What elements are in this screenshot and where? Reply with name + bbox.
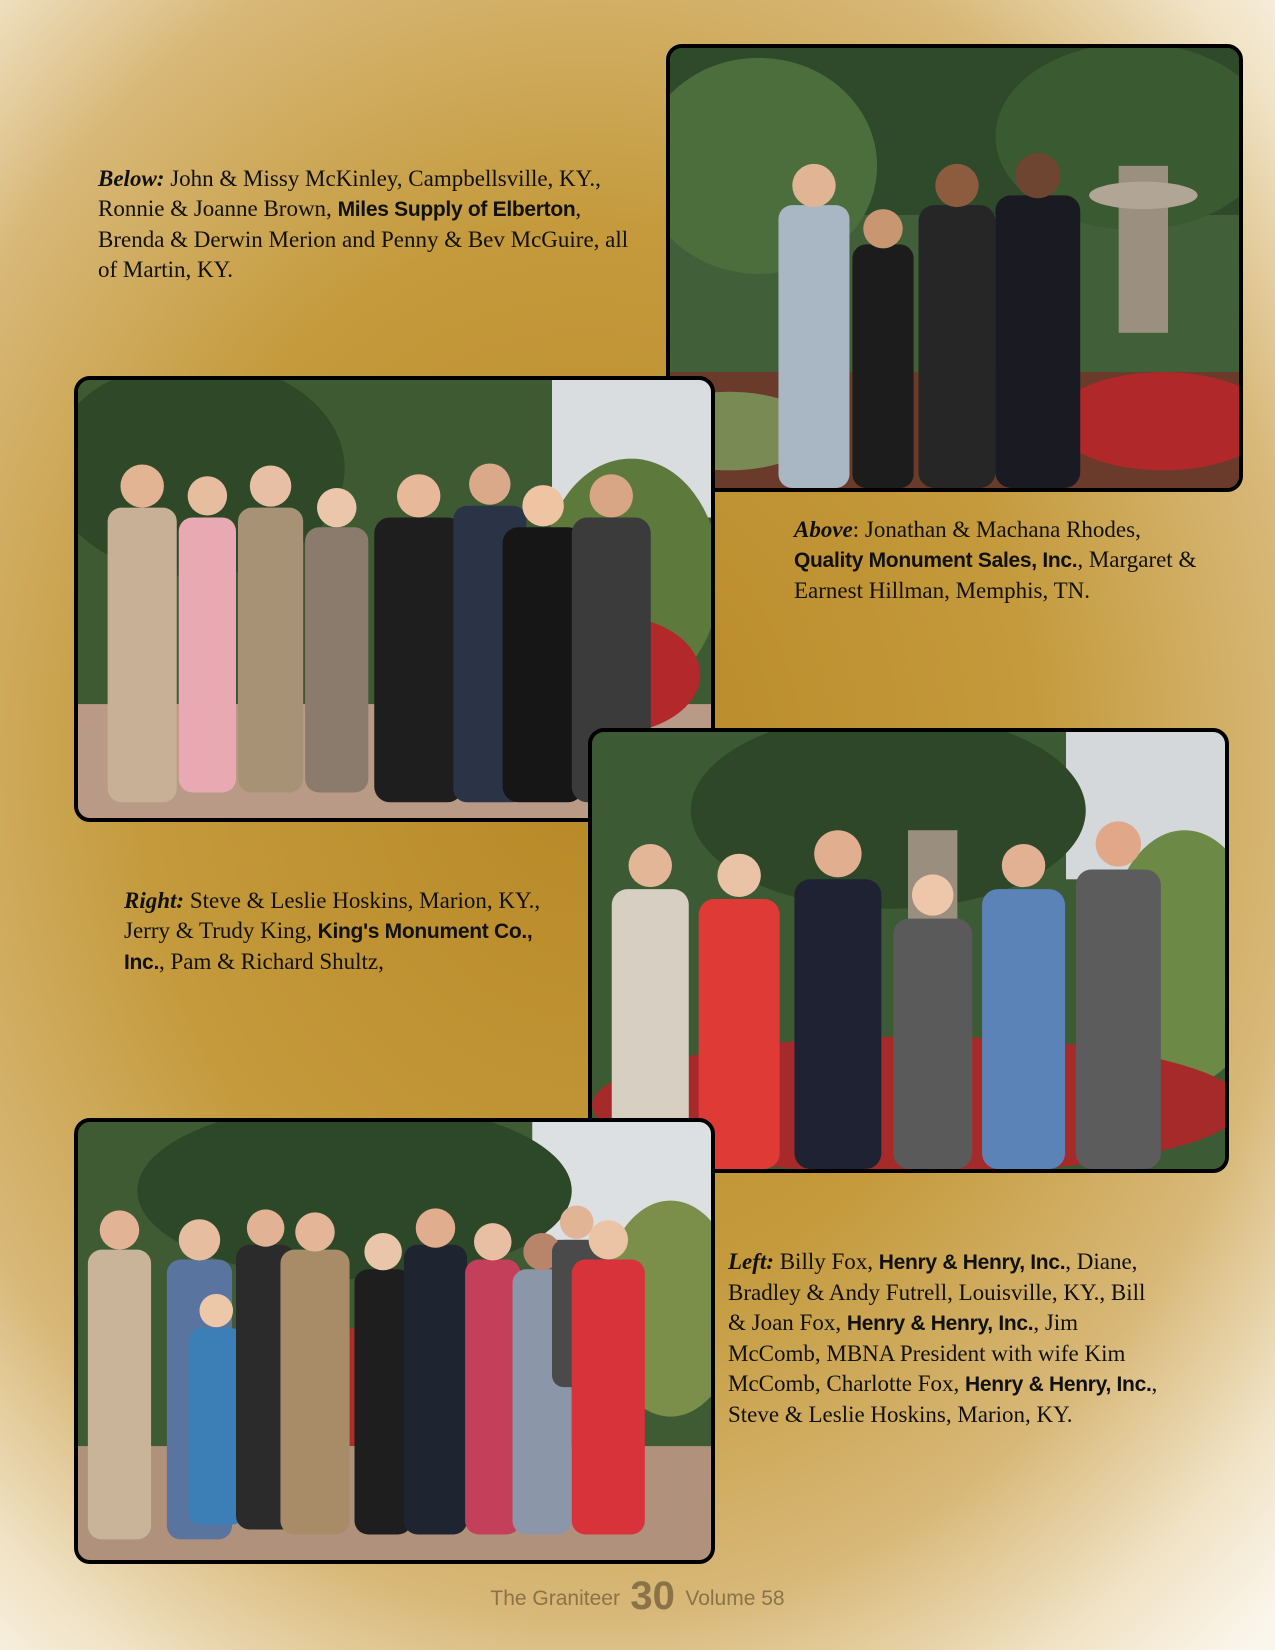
- caption-above: [794, 515, 1214, 606]
- volume-label: Volume 58: [685, 1587, 785, 1610]
- caption-text: Steve & Leslie Hoskins, Marion, KY., Jerry & Trudy King,: [124, 888, 541, 943]
- caption-left: [728, 1247, 1168, 1430]
- photo-rhodes-hillman: [666, 44, 1243, 492]
- page-number: 30: [630, 1574, 675, 1618]
- publication-name: The Graniteer: [490, 1587, 620, 1610]
- caption-below: [98, 164, 638, 285]
- company-name: Henry & Henry, Inc.: [846, 1312, 1034, 1335]
- caption-text: , Steve & Leslie Hoskins, Marion, KY.: [728, 1371, 1158, 1427]
- caption-text: , Margaret & Earnest Hillman, Memphis, TN.: [794, 547, 1197, 603]
- company-name: Henry & Henry, Inc.: [878, 1251, 1066, 1274]
- caption-lead: Above: [794, 517, 853, 542]
- caption-lead: Below:: [98, 166, 165, 191]
- photo-hoskins-king-shultz: [588, 728, 1229, 1173]
- company-name: Henry & Henry, Inc.: [965, 1373, 1152, 1396]
- caption-right: [124, 886, 564, 978]
- caption-lead: Right:: [124, 888, 185, 913]
- caption-text: John & Missy McKinley, Campbellsville, KY., Ronnie & Joanne Brown,: [98, 166, 601, 221]
- caption-text: : Jonathan & Machana Rhodes,: [852, 517, 1141, 542]
- company-name: Quality Monument Sales, Inc.: [794, 549, 1078, 572]
- caption-text: , Pam & Richard Shultz,: [158, 949, 384, 974]
- caption-text: , Jim McComb, MBNA President with wife Kim McComb, Charlotte Fox,: [728, 1310, 1126, 1396]
- company-name: Miles Supply of Elberton: [337, 198, 576, 221]
- photo-fox-futrell-mccomb-hoskins: [74, 1118, 715, 1564]
- company-name: King's Monument Co., Inc.: [124, 920, 533, 974]
- page-footer: [0, 1574, 1275, 1619]
- caption-lead: Left:: [728, 1249, 774, 1274]
- caption-text: Billy Fox,: [773, 1249, 879, 1274]
- caption-text: , Diane, Bradley & Andy Futrell, Louisville, KY., Bill & Joan Fox,: [728, 1249, 1146, 1335]
- caption-text: , Brenda & Derwin Merion and Penny & Bev McGuire, all of Martin, KY.: [98, 196, 629, 282]
